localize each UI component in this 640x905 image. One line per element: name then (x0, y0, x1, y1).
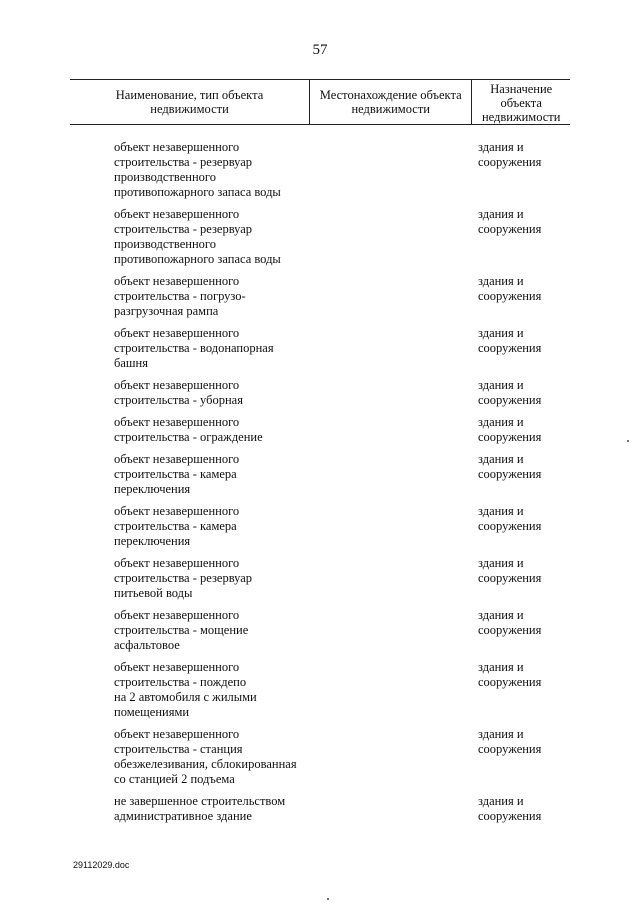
scan-speck (327, 898, 329, 900)
cell-object-name: объект незавершенного строительства - мощение асфальтовое (114, 608, 249, 652)
property-table (70, 79, 570, 831)
cell-object-name: объект незавершенного строительства - пождепо на 2 автомобиля с жилыми помещениями (114, 660, 257, 719)
footer-doc-code: 29112029.doc (73, 860, 130, 870)
cell-object-purpose: здания и сооружения (478, 274, 542, 303)
cell-object-name: объект незавершенного строительства - камера переключения (114, 504, 240, 548)
cell-object-location (430, 415, 478, 445)
cell-object-purpose: здания и сооружения (478, 326, 542, 355)
cell-object-name: объект незавершенного строительства - камера переключения (114, 452, 240, 496)
cell-object-location (430, 207, 478, 267)
cell-object-purpose: здания и сооружения (478, 556, 542, 585)
cell-object-name: объект незавершенного строительства - станция обезжелезивания, сблокированная со станцией 2 подъема (114, 727, 297, 786)
header-cell (309, 80, 471, 124)
table-row (70, 326, 570, 371)
cell-object-name: объект незавершенного строительства - уборная (114, 378, 243, 407)
table-body (70, 125, 570, 824)
table-row (70, 660, 570, 720)
cell-object-name: не завершенное строительством административное здание (114, 794, 286, 823)
cell-object-purpose: здания и сооружения (478, 608, 542, 637)
cell-object-location (430, 727, 478, 787)
cell-object-name: объект незавершенного строительства - водонапорная башня (114, 326, 274, 370)
scan-speck (627, 440, 629, 442)
cell-object-location (430, 556, 478, 601)
header-cell (471, 80, 570, 124)
cell-object-location (430, 452, 478, 497)
cell-object-purpose: здания и сооружения (478, 378, 542, 407)
header-purpose: Назначение объекта недвижимости (481, 81, 561, 124)
table-row (70, 378, 570, 408)
table-row (70, 556, 570, 601)
table-row (70, 727, 570, 787)
table-row (70, 452, 570, 497)
table-row (70, 207, 570, 267)
cell-object-purpose: здания и сооружения (478, 727, 542, 756)
cell-object-location (430, 326, 478, 371)
cell-object-purpose: здания и сооружения (478, 415, 542, 444)
table-row (70, 504, 570, 549)
table-header-row (70, 79, 570, 125)
cell-object-location (430, 140, 478, 200)
table-row (70, 794, 570, 824)
header-cell (70, 80, 309, 124)
table-row (70, 140, 570, 200)
header-location: Местонахождение объекта недвижимости (319, 88, 462, 116)
table-row (70, 415, 570, 445)
cell-object-purpose: здания и сооружения (478, 452, 542, 481)
page-number: 57 (312, 42, 328, 58)
table-row (70, 608, 570, 653)
cell-object-location (430, 504, 478, 549)
table-row (70, 274, 570, 319)
cell-object-name: объект незавершенного строительства - погрузо- разгрузочная рампа (114, 274, 246, 318)
header-name-type: Наименование, тип объекта недвижимости (115, 88, 264, 116)
cell-object-purpose: здания и сооружения (478, 794, 542, 823)
cell-object-location (430, 274, 478, 319)
cell-object-purpose: здания и сооружения (478, 207, 542, 236)
cell-object-name: объект незавершенного строительства - ограждение (114, 415, 263, 444)
cell-object-purpose: здания и сооружения (478, 660, 542, 689)
cell-object-location (430, 378, 478, 408)
cell-object-name: объект незавершенного строительства - резервуар производственного противопожарного запаса воды (114, 207, 281, 266)
cell-object-location (430, 660, 478, 720)
cell-object-location (430, 608, 478, 653)
cell-object-purpose: здания и сооружения (478, 504, 542, 533)
cell-object-purpose: здания и сооружения (478, 140, 542, 169)
cell-object-name: объект незавершенного строительства - резервуар производственного противопожарного запаса воды (114, 140, 281, 199)
cell-object-location (430, 794, 478, 824)
cell-object-name: объект незавершенного строительства - резервуар питьевой воды (114, 556, 253, 600)
